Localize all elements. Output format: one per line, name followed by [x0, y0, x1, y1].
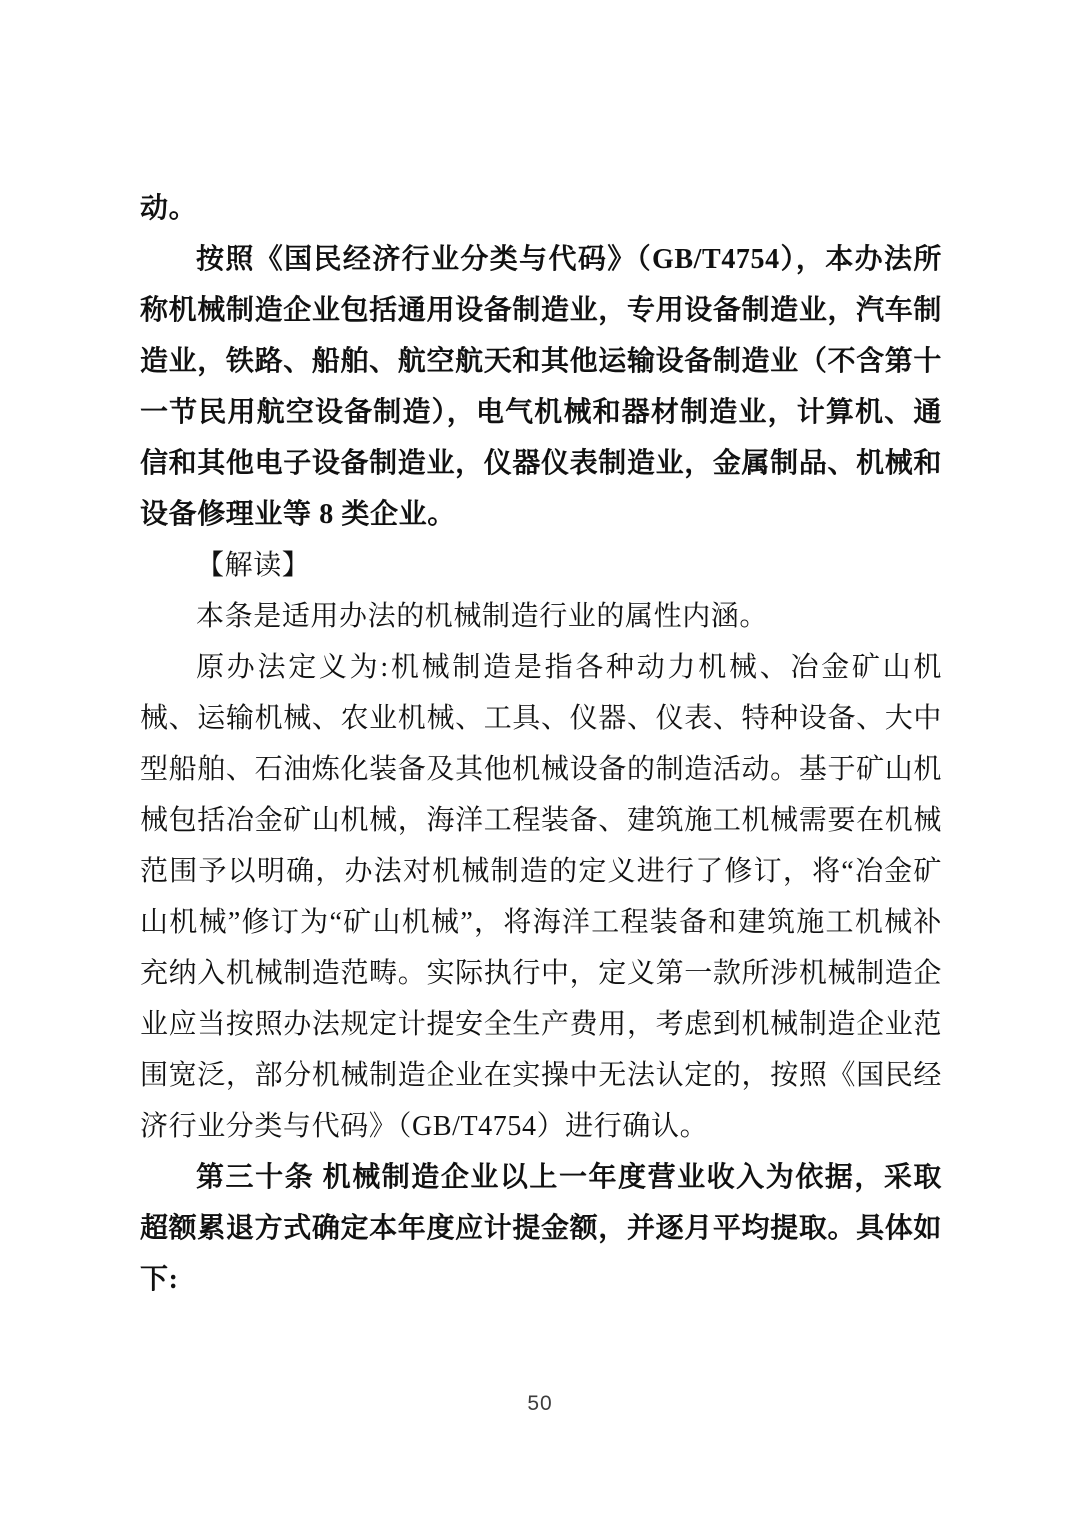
- interpretation-label: 【解读】: [196, 550, 311, 581]
- paragraph-continuation: 动。: [140, 193, 198, 224]
- page-number: 50: [527, 1392, 553, 1415]
- document-body: [140, 183, 942, 1305]
- paragraph-industry-scope: 按照《国民经济行业分类与代码》（GB/T4754），本办法所称机械制造企业包括通用设备制造业，专用设备制造业，汽车制造业，铁路、船舶、航空航天和其他运输设备制造业（不含第十一节民用航空设备制造），电气机械和器材制造业，计算机、通信和其他电子设备制造业，仪器仪表制造业，金属制品、机械和设备修理业等 8 类企业。: [140, 244, 942, 530]
- interpretation-intro: 本条是适用办法的机械制造行业的属性内涵。: [196, 601, 769, 632]
- paragraph-article-30: 第三十条 机械制造企业以上一年度营业收入为依据，采取超额累退方式确定本年度应计提金额，并逐月平均提取。具体如下:: [140, 1162, 942, 1295]
- page-footer: [0, 1392, 1080, 1416]
- interpretation-body: 原办法定义为:机械制造是指各种动力机械、冶金矿山机械、运输机械、农业机械、工具、仪器、仪表、特种设备、大中型船舶、石油炼化装备及其他机械设备的制造活动。基于矿山机械包括冶金矿山机械，海洋工程装备、建筑施工机械需要在机械范围予以明确，办法对机械制造的定义进行了修订，将“冶金矿山机械”修订为“矿山机械”，将海洋工程装备和建筑施工机械补充纳入机械制造范畴。实际执行中，定义第一款所涉机械制造企业应当按照办法规定计提安全生产费用，考虑到机械制造企业范围宽泛，部分机械制造企业在实操中无法认定的，按照《国民经济行业分类与代码》（GB/T4754）进行确认。: [140, 652, 942, 1142]
